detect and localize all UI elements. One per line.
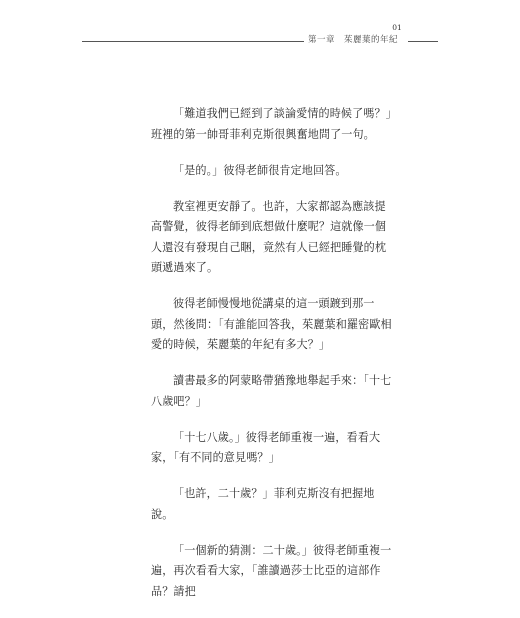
paragraph: 「一個新的猜測：二十歲。」彼得老師重複一遍，再次看看大家，「誰讀過莎士比亞的這部作品？請把 — [151, 543, 392, 598]
paragraph: 彼得老師慢慢地從講桌的這一頭踱到那一頭，然後問：「有誰能回答我，茱麗葉和羅密歐相愛的時候，茱麗葉的年紀有多大？」 — [151, 297, 392, 351]
header-rule-right — [408, 41, 438, 42]
page-number: 01 — [392, 23, 402, 32]
paragraph: 「難道我們已經到了談論愛情的時候了嗎？」班裡的第一帥哥菲利克斯很興奮地問了一句。 — [151, 107, 392, 141]
paragraph: 讀書最多的阿蒙略帶猶豫地舉起手來：「十七八歲吧？」 — [151, 374, 392, 408]
paragraph: 「是的。」彼得老師很肯定地回答。 — [173, 163, 347, 177]
paragraph: 教室裡更安靜了。也許，大家都認為應該提高警覺，彼得老師到底想做什麼呢？這就像一個人還沒有發現自己睏，竟然有人已經把睡覺的枕頭遞過來了。 — [151, 199, 387, 274]
paragraph: 「十七八歲。」彼得老師重複一遍，看看大家，「有不同的意見嗎？」 — [151, 430, 381, 464]
paragraph: 「也許，二十歲？」菲利克斯沒有把握地說。 — [151, 487, 375, 521]
body-text — [151, 104, 395, 618]
header-rule-left — [82, 41, 304, 42]
chapter-title: 第一章 茱麗葉的年紀 — [308, 35, 399, 45]
